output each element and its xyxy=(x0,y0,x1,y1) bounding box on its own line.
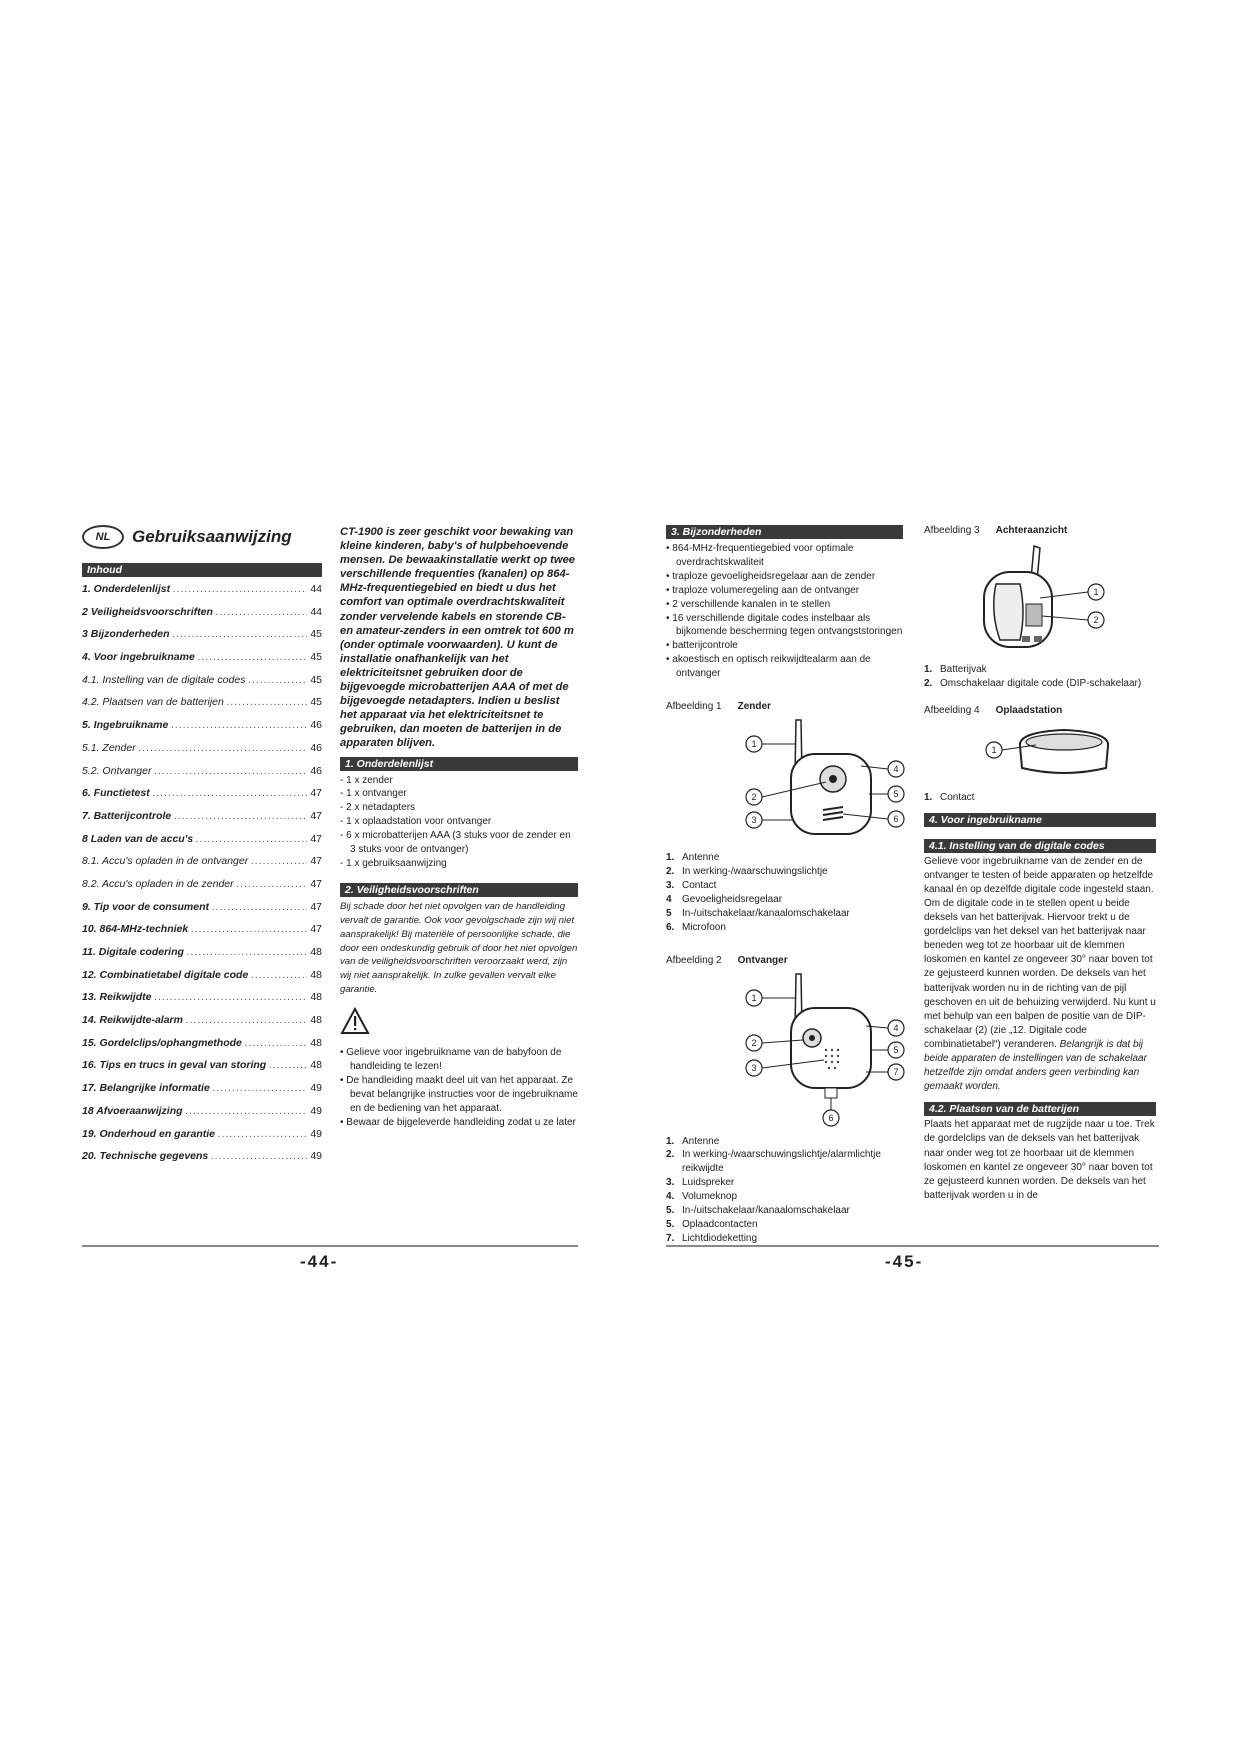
section-3-title: 3. Bijzonderheden xyxy=(666,525,903,539)
toc-dot-leader xyxy=(174,810,307,822)
toc-entry-page: 47 xyxy=(310,855,322,868)
toc-entry-page: 48 xyxy=(310,1014,322,1027)
list-item: • batterijcontrole xyxy=(666,640,738,652)
toc-entry-label: 3 Bijzonderheden xyxy=(82,628,170,641)
part-item xyxy=(924,677,1156,691)
svg-text:2: 2 xyxy=(1093,615,1099,625)
toc-entry-label: 2 Veiligheidsvoorschriften xyxy=(82,605,213,618)
nl-language-badge: NL xyxy=(82,525,124,549)
toc-dot-leader xyxy=(186,1014,307,1026)
figure-1-title: Zender xyxy=(737,701,771,713)
list-item: - 1 x ontvanger xyxy=(340,788,407,800)
toc-title: Inhoud xyxy=(82,563,322,577)
figure-3-label: Afbeelding 3 xyxy=(924,525,980,536)
toc-dot-leader xyxy=(216,606,307,618)
list-item: • traploze gevoeligheidsregelaar aan de zender xyxy=(666,570,876,582)
list-item: • 2 verschillende kanalen in te stellen xyxy=(666,598,831,610)
svg-text:6: 6 xyxy=(828,1112,834,1123)
figure-2-label: Afbeelding 2 xyxy=(666,954,722,966)
part-item xyxy=(666,1190,903,1204)
toc-dot-leader xyxy=(198,651,308,663)
toc-entry[interactable] xyxy=(82,787,322,810)
part-label: Contact xyxy=(682,879,717,891)
toc-entry-label: 6. Functietest xyxy=(82,787,150,800)
toc-entry-label: 14. Reikwijdte-alarm xyxy=(82,1014,183,1027)
toc-entry[interactable] xyxy=(82,583,322,606)
part-label: Batterijvak xyxy=(940,664,987,675)
right-page-number: -45- xyxy=(885,1252,924,1271)
toc-dot-leader xyxy=(186,1105,308,1117)
part-number: 3. xyxy=(666,879,675,891)
part-item xyxy=(666,1204,903,1218)
toc-entry-page: 49 xyxy=(310,1104,322,1117)
svg-text:1: 1 xyxy=(991,744,997,755)
toc-entry[interactable] xyxy=(82,765,322,788)
list-item: • traploze volumeregeling aan de ontvanger xyxy=(666,584,860,596)
parts-list xyxy=(340,774,578,871)
part-number: 4 xyxy=(666,893,672,905)
left-page xyxy=(0,0,620,1754)
safety-text: Bij schade door het niet opvolgen van de handleiding vervalt de garantie. Ook voor gevolgschade zijn wij niet aansprakelijk! Bij materiële of persoonlijke schade, die door een ondeskundig gebruik of door het niet opvolgen van de veiligheidsvoorschriften veroorzaakt werd, zijn wij niet aansprakelijk. In zulke gevallen vervalt elke garantie. xyxy=(340,900,578,996)
toc-entry-label: 1. Onderdelenlijst xyxy=(82,583,171,595)
part-number: 1. xyxy=(924,791,933,803)
toc-entry-label: 13. Reikwijdte xyxy=(82,991,152,1004)
manual-header xyxy=(82,525,322,549)
toc-dot-leader xyxy=(248,674,307,686)
toc-dot-leader xyxy=(227,696,307,708)
rear-view-illustration xyxy=(924,542,1124,652)
section-2-title: 2. Veiligheidsvoorschriften xyxy=(340,883,578,897)
batteries-text: Plaats het apparaat met de rugzijde naar u toe. Trek de gordelclips van de deksels van het batterijvak naar onder weg tot ze hoorbaar uit de klemmen loskomen en kantel ze ongeveer 30° naar boven tot ze gejusteerd kunnen worden. De deksels van het batterijvak worden u in de xyxy=(924,1119,1155,1201)
toc-entry[interactable] xyxy=(82,696,322,719)
charging-station-parts-list xyxy=(924,791,1156,805)
part-label: Lichtdiodeketting xyxy=(682,1232,758,1244)
svg-text:4: 4 xyxy=(893,764,899,775)
toc-entry[interactable] xyxy=(82,946,322,969)
toc-entry-page: 44 xyxy=(310,583,322,595)
toc-entry[interactable] xyxy=(82,991,322,1014)
list-item: - 1 x zender xyxy=(340,774,393,786)
part-label: Volumeknop xyxy=(682,1191,738,1203)
toc-entry-page: 49 xyxy=(310,1127,322,1140)
list-item: • 864-MHz-frequentiegebied voor optimale overdrachtskwaliteit xyxy=(666,543,854,568)
toc-entry[interactable] xyxy=(82,1105,322,1128)
toc-entry[interactable] xyxy=(82,1128,322,1151)
features-column xyxy=(666,525,903,1246)
part-item xyxy=(924,663,1156,677)
toc-entry[interactable] xyxy=(82,810,322,833)
toc-dot-leader xyxy=(173,583,307,595)
toc-entry-page: 47 xyxy=(310,832,322,845)
svg-text:6: 6 xyxy=(893,814,899,825)
svg-text:2: 2 xyxy=(751,1037,757,1048)
toc-entry-page: 45 xyxy=(310,651,322,664)
list-item: - 2 x netadapters xyxy=(340,802,416,814)
toc-entry[interactable] xyxy=(82,1059,322,1082)
toc-entry-label: 8 Laden van de accu's xyxy=(82,832,194,845)
part-item xyxy=(666,1148,903,1176)
part-number: 2. xyxy=(924,677,933,689)
toc-entry-page: 47 xyxy=(310,923,322,936)
figure-4-caption xyxy=(924,705,1156,716)
list-item: - 6 x microbatterijen AAA (3 stuks voor de zender en 3 stuks voor de ontvanger) xyxy=(340,830,571,856)
part-item xyxy=(666,865,903,879)
figure-3-title: Achteraanzicht xyxy=(995,525,1068,536)
toc-entry-page: 47 xyxy=(310,900,322,913)
part-label: Omschakelaar digitale code (DIP-schakelaar) xyxy=(940,677,1142,689)
toc-entry[interactable] xyxy=(82,901,322,924)
toc-entry[interactable] xyxy=(82,878,322,901)
figure-4-title: Oplaadstation xyxy=(995,704,1063,716)
left-page-rule xyxy=(82,1245,578,1247)
svg-text:3: 3 xyxy=(751,815,757,826)
toc-entry-label: 7. Batterijcontrole xyxy=(82,809,172,822)
intro-column xyxy=(340,525,578,1128)
svg-text:5: 5 xyxy=(893,1044,899,1055)
toc-entry-page: 48 xyxy=(310,1036,322,1049)
part-number: 3. xyxy=(666,1177,675,1189)
toc-entry-label: 10. 864-MHz-techniek xyxy=(82,923,189,936)
toc-entry-page: 48 xyxy=(310,1059,322,1072)
svg-text:7: 7 xyxy=(893,1066,899,1077)
toc-entry[interactable] xyxy=(82,719,322,742)
toc-entry-page: 48 xyxy=(310,991,322,1004)
receiver-parts-list xyxy=(666,1135,903,1246)
toc-dot-leader xyxy=(269,1059,307,1071)
receiver-illustration xyxy=(706,968,906,1128)
toc-entry[interactable] xyxy=(82,923,322,946)
part-label: In werking-/waarschuwingslichtje/alarmlichtje reikwijdte xyxy=(682,1149,881,1175)
toc-dot-leader xyxy=(153,787,308,799)
list-item: - 1 x oplaadstation voor ontvanger xyxy=(340,816,492,828)
list-item: • Bewaar de bijgeleverde handleiding zodat u ze later xyxy=(340,1116,576,1128)
part-number: 2. xyxy=(666,1149,675,1161)
toc-entry-label: 12. Combinatietabel digitale code xyxy=(82,968,249,981)
part-number: 6. xyxy=(666,921,675,933)
part-item xyxy=(666,1218,903,1232)
part-number: 5. xyxy=(666,1205,675,1217)
toc-entry-page: 46 xyxy=(310,719,322,732)
warning-triangle-icon xyxy=(340,1007,370,1035)
section-4-1-title: 4.1. Instelling van de digitale codes xyxy=(924,839,1156,853)
part-label: Contact xyxy=(940,791,975,803)
part-number: 1. xyxy=(666,1135,675,1147)
toc-entry-page: 49 xyxy=(310,1082,322,1095)
part-label: Antenne xyxy=(682,1135,720,1147)
list-item: • akoestisch en optisch reikwijdtealarm aan de ontvanger xyxy=(666,654,871,680)
toc-entry[interactable] xyxy=(82,1014,322,1037)
part-label: Microfoon xyxy=(682,921,726,933)
charging-station-illustration xyxy=(924,720,1124,780)
table-of-contents xyxy=(82,583,322,1173)
figure-3-caption xyxy=(924,525,1156,536)
toc-entry[interactable] xyxy=(82,1037,322,1060)
toc-entry-label: 4.1. Instelling van de digitale codes xyxy=(82,673,246,686)
toc-dot-leader xyxy=(237,878,308,890)
toc-entry-label: 16. Tips en trucs in geval van storing xyxy=(82,1059,267,1072)
toc-dot-leader xyxy=(191,923,307,935)
toc-entry[interactable] xyxy=(82,742,322,765)
toc-entry-label: 19. Onderhoud en garantie xyxy=(82,1127,216,1140)
figure-2-caption xyxy=(666,955,903,966)
toc-entry-label: 15. Gordelclips/ophangmethode xyxy=(82,1036,242,1049)
toc-entry-page: 46 xyxy=(310,741,322,754)
toc-entry-label: 17. Belangrijke informatie xyxy=(82,1082,210,1095)
toc-dot-leader xyxy=(187,946,307,958)
list-item: • 16 verschillende digitale codes instelbaar als bijkomende bescherming tegen ontvangststoringen xyxy=(666,612,903,638)
toc-dot-leader xyxy=(245,1037,307,1049)
toc-dot-leader xyxy=(251,855,307,867)
toc-column xyxy=(82,525,322,1173)
transmitter-illustration xyxy=(706,714,906,844)
toc-entry-page: 49 xyxy=(310,1150,322,1163)
part-label: In werking-/waarschuwingslichtje xyxy=(682,865,828,877)
toc-dot-leader xyxy=(213,1082,308,1094)
toc-dot-leader xyxy=(251,969,307,981)
svg-text:1: 1 xyxy=(1093,587,1099,597)
part-item xyxy=(666,851,903,865)
transmitter-parts-list xyxy=(666,851,903,934)
digital-code-text xyxy=(924,855,1156,1095)
part-label: Gevoeligheidsregelaar xyxy=(682,893,783,905)
digital-code-paragraph: Gelieve voor ingebruikname van de zender en de ontvanger te testen of beide apparaten op hetzelfde kanaal én op dezelfde digitale code ingesteld staan. Om de digitale code in te stellen opent u beide deksels van het batterijvak. Hiervoor trekt u de gordelclips van het deksel van het batterijvak naar beneden weg tot ze hoorbaar uit de klemmen loskomen en kantel ze ongeveer 30° naar boven tot ze gejusteerd kunnen worden. De deksels van het batterijvak worden nu in de richting van de pijl geschoven en uit de behuizing verwijderd. Nu kunt u met behulp van een balpen de positie van de DIP-schakelaar (2) (zie „12. Digitale code combinatietabel“) veranderen. xyxy=(924,855,1156,1050)
toc-entry-page: 45 xyxy=(310,696,322,709)
digital-code-note: Belangrijk is dat bij beide apparaten de instellingen van de schakelaar hetzelfde zijn omdat anders geen verbinding kan gemaakt worden. xyxy=(924,1038,1147,1093)
toc-entry[interactable] xyxy=(82,1150,322,1173)
toc-entry-label: 5.2. Ontvanger xyxy=(82,764,152,777)
figure-2-title: Ontvanger xyxy=(737,954,788,966)
svg-text:3: 3 xyxy=(751,1062,757,1073)
part-number: 1. xyxy=(924,664,933,675)
toc-dot-leader xyxy=(154,991,307,1003)
section-4-title: 4. Voor ingebruikname xyxy=(924,813,1156,827)
part-item xyxy=(666,1176,903,1190)
toc-entry[interactable] xyxy=(82,674,322,697)
toc-dot-leader xyxy=(154,765,307,777)
toc-dot-leader xyxy=(171,719,307,731)
toc-entry-page: 47 xyxy=(310,809,322,822)
part-item xyxy=(666,1135,903,1149)
toc-entry-page: 47 xyxy=(310,877,322,890)
svg-text:2: 2 xyxy=(751,792,757,803)
toc-entry-page: 44 xyxy=(310,605,322,618)
toc-entry-label: 5.1. Zender xyxy=(82,741,136,754)
list-item: • Gelieve voor ingebruikname van de babyfoon de handleiding te lezen! xyxy=(340,1047,562,1073)
part-number: 2. xyxy=(666,865,675,877)
part-number: 5. xyxy=(666,1218,675,1230)
toc-dot-leader xyxy=(173,628,308,640)
figure-1-caption xyxy=(666,701,903,712)
svg-text:4: 4 xyxy=(893,1022,899,1033)
part-item xyxy=(666,921,903,935)
toc-entry-label: 11. Digitale codering xyxy=(82,946,184,958)
part-label: Antenne xyxy=(682,852,720,864)
toc-entry[interactable] xyxy=(82,833,322,856)
toc-entry-label: 8.2. Accu's opladen in de zender xyxy=(82,877,234,890)
toc-entry-page: 45 xyxy=(310,628,322,641)
toc-entry[interactable] xyxy=(82,606,322,629)
left-page-number: -44- xyxy=(300,1252,339,1271)
toc-dot-leader xyxy=(218,1128,307,1140)
figure-4-label: Afbeelding 4 xyxy=(924,704,980,716)
part-label: In-/uitschakelaar/kanaalomschakelaar xyxy=(682,907,850,919)
part-item xyxy=(666,1232,903,1246)
right-page-rule xyxy=(666,1245,1159,1247)
toc-dot-leader xyxy=(212,901,307,913)
intro-text: CT-1900 is zeer geschikt voor bewaking van kleine kinderen, baby's of hulpbehoevende mensen. De bewaakinstallatie werkt op twee verschillende frequenties (kanalen) op 864-MHz-frequentiegebied en biedt u dus het comfort van optimale overdrachtskwaliteit zonder vervelende kabels en storende CB- en amateur-zenders in een omtrek tot 600 m (onder optimale voorwaarden). U kunt de installatie onafhankelijk van het elektriciteitsnet gebruiken door de bijgevoegde microbatterijen AAA of met de bijgevoegde netadapters. Indien u beslist het apparaat via het elektriciteitsnet te gebruiken, dan moeten de batterijen in de apparaten blijven. xyxy=(340,526,576,750)
svg-text:1: 1 xyxy=(751,739,757,750)
part-number: 4. xyxy=(666,1191,675,1203)
part-item xyxy=(924,791,1156,805)
safety-list xyxy=(340,1046,578,1128)
setup-column xyxy=(924,525,1156,1203)
toc-entry[interactable] xyxy=(82,628,322,651)
list-item: - 1 x gebruiksaanwijzing xyxy=(340,857,447,869)
toc-dot-leader xyxy=(196,833,307,845)
toc-entry-page: 46 xyxy=(310,764,322,777)
svg-text:5: 5 xyxy=(893,789,899,800)
toc-dot-leader xyxy=(211,1150,307,1162)
toc-entry-label: 9. Tip voor de consument xyxy=(82,900,209,913)
part-item xyxy=(666,879,903,893)
toc-entry-label: 20. Technische gegevens xyxy=(82,1150,209,1163)
part-item xyxy=(666,893,903,907)
part-item xyxy=(666,907,903,921)
part-number: 1. xyxy=(666,852,675,864)
toc-entry-page: 48 xyxy=(310,946,322,958)
toc-dot-leader xyxy=(139,742,308,754)
toc-entry-page: 45 xyxy=(310,673,322,686)
toc-entry-page: 47 xyxy=(310,787,322,800)
section-4-2-title: 4.2. Plaatsen van de batterijen xyxy=(924,1102,1156,1116)
toc-entry-label: 4. Voor ingebruikname xyxy=(82,651,195,664)
rear-view-parts-list xyxy=(924,663,1156,691)
section-1-title: 1. Onderdelenlijst xyxy=(340,757,578,771)
part-label: In-/uitschakelaar/kanaalomschakelaar xyxy=(682,1205,850,1217)
features-list xyxy=(666,542,903,681)
toc-entry[interactable] xyxy=(82,1082,322,1105)
toc-entry-page: 48 xyxy=(310,968,322,981)
part-label: Luidspreker xyxy=(682,1177,735,1189)
figure-1-label: Afbeelding 1 xyxy=(666,701,722,713)
part-label: Oplaadcontacten xyxy=(682,1218,758,1230)
toc-entry-label: 8.1. Accu's opladen in de ontvanger xyxy=(82,855,249,868)
toc-entry-label: 18 Afvoeraanwijzing xyxy=(82,1104,183,1117)
svg-text:1: 1 xyxy=(751,992,757,1003)
right-page xyxy=(620,0,1241,1754)
list-item: • De handleiding maakt deel uit van het apparaat. Ze bevat belangrijke instructies voor de ingebruikname en de bediening van het apparaat. xyxy=(340,1075,578,1114)
part-number: 5 xyxy=(666,907,672,919)
toc-entry-label: 4.2. Plaatsen van de batterijen xyxy=(82,696,224,709)
part-number: 7. xyxy=(666,1232,675,1244)
toc-entry[interactable] xyxy=(82,651,322,674)
toc-entry[interactable] xyxy=(82,855,322,878)
toc-entry-label: 5. Ingebruikname xyxy=(82,719,169,732)
manual-title: Gebruiksaanwijzing xyxy=(132,527,292,546)
toc-entry[interactable] xyxy=(82,969,322,992)
